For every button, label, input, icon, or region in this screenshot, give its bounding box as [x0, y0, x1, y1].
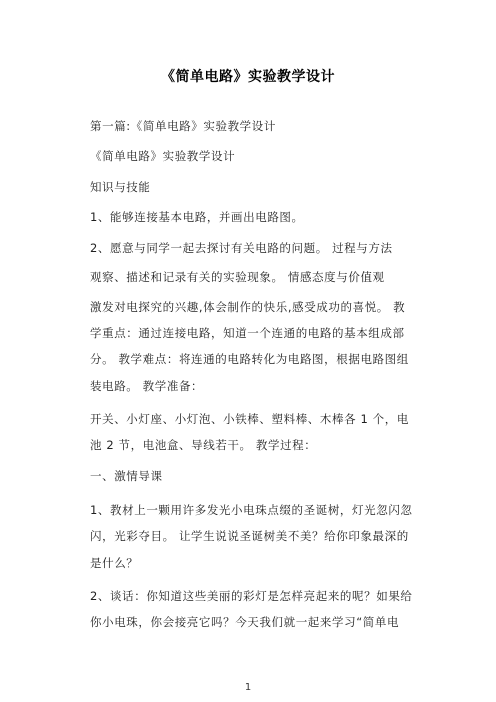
- text-line: 开关、小灯座、小灯泡、小铁棒、塑料棒、木棒各 1 个，电: [90, 412, 409, 426]
- text-line: 是什么？: [90, 556, 139, 570]
- text-line: 激发对电探究的兴趣,体会制作的快乐,感受成功的喜悦。 教: [90, 300, 406, 314]
- text-line: 1、教材上一颗用许多发光小电珠点缀的圣诞树，灯光忽闪忽: [90, 503, 413, 517]
- text-line: 知识与技能: [90, 180, 151, 194]
- text-line: 一、激情导课: [90, 469, 163, 483]
- text-line: 池 2 节，电池盒、导线若干。 教学过程：: [90, 438, 317, 452]
- text-line: 你小电珠，你会接亮它吗？今天我们就一起来学习“简单电: [90, 615, 400, 629]
- text-line: 《简单电路》实验教学设计: [90, 149, 236, 163]
- text-line: 观察、描述和记录有关的实验现象。 情感态度与价值观: [90, 270, 385, 284]
- text-line: 闪，光彩夺目。 让学生说说圣诞树美不美？给你印象最深的: [90, 529, 409, 543]
- page-number: 1: [244, 682, 252, 693]
- text-line: 学重点：通过连接电路，知道一个连通的电路的基本组成部: [90, 326, 405, 340]
- text-line: 1、能够连接基本电路，并画出电路图。: [90, 210, 304, 224]
- text-line: 分。 教学难点：将连通的电路转化为电路图，根据电路图组: [90, 352, 409, 366]
- text-line: 2、谈话：你知道这些美丽的彩灯是怎样亮起来的呢？如果给: [90, 589, 413, 603]
- text-line: 第一篇:《简单电路》实验教学设计: [90, 119, 276, 133]
- text-line: 装电路。 教学准备：: [90, 379, 204, 393]
- document-title: 《简单电路》实验教学设计: [161, 69, 335, 85]
- text-line: 2、愿意与同学一起去探讨有关电路的问题。 过程与方法: [90, 241, 393, 255]
